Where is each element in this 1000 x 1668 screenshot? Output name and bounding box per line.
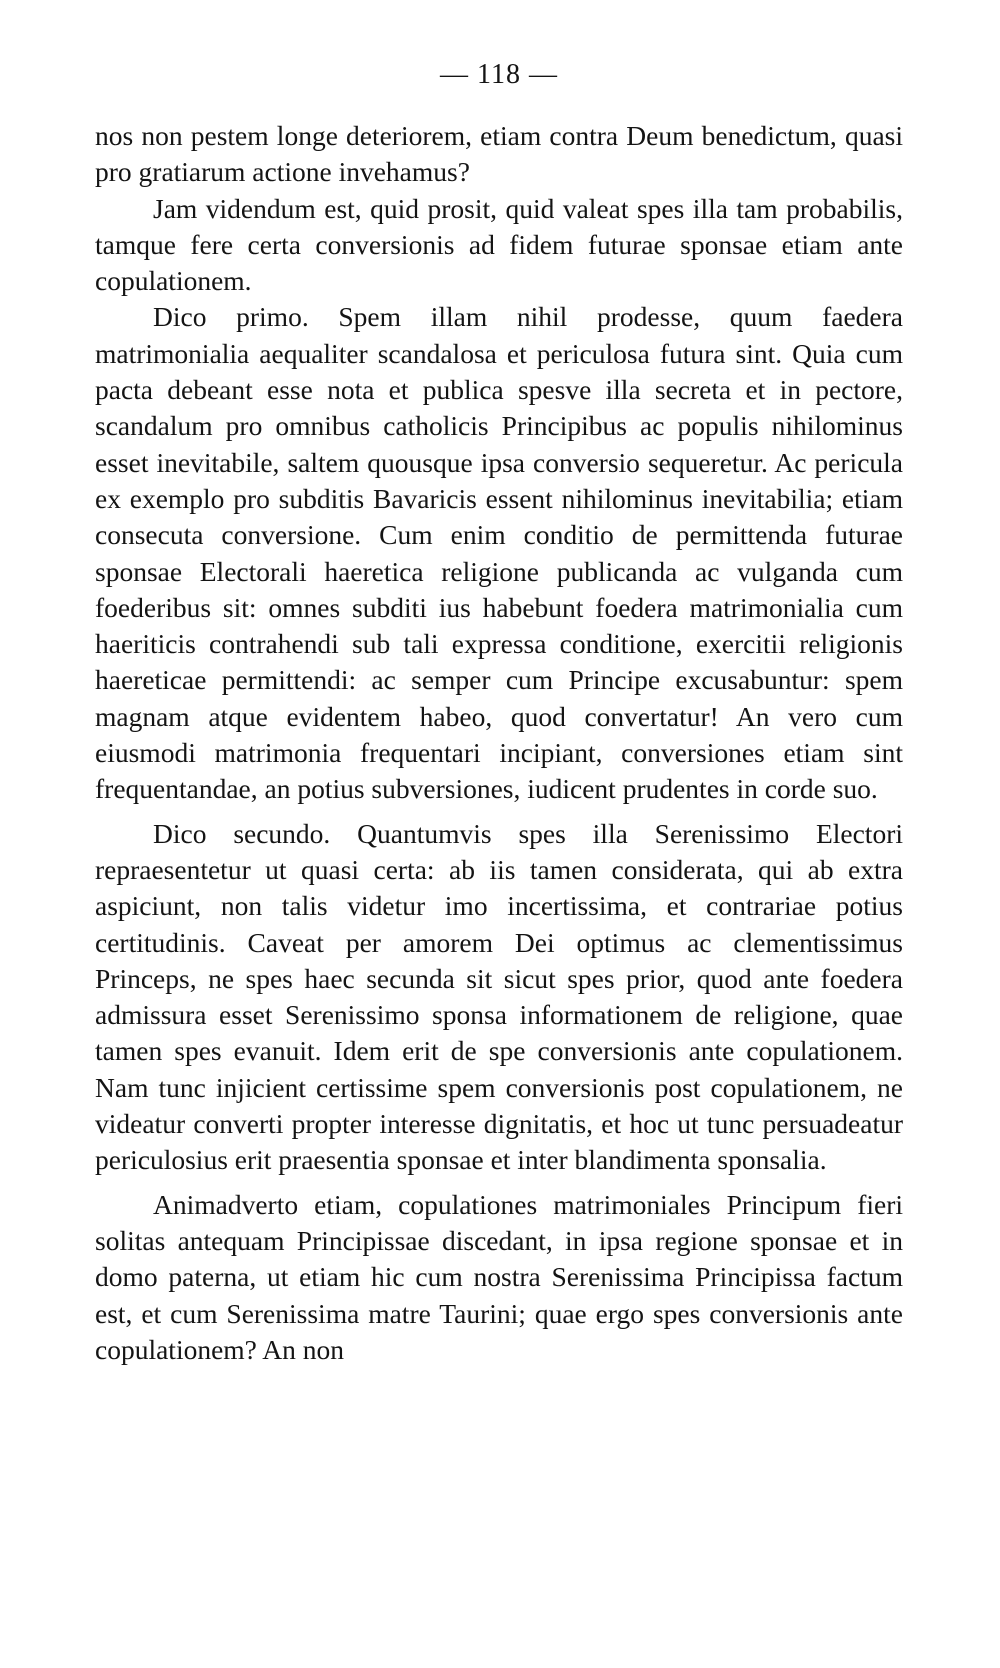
paragraph-animadverto: Animadverto etiam, copulationes matrimoniales Principum fieri solitas antequam Principissae discedant, in ipsa regione sponsae et in domo paterna, ut etiam hic cum nostra Serenissima Principissa factum est, et cum Serenissima matre Taurini; quae ergo spes conversionis ante copulationem? An non: [95, 1188, 903, 1365]
paragraph-dico-primo: Dico primo. Spem illam nihil prodesse, quum faedera matrimonialia aequaliter scandalosa et periculosa futura sint. Quia cum pacta debeant esse nota et publica spesve illa secreta et in pectore, scandalum pro omnibus catholicis Principibus ac populis nihilominus esset inevitabile, saltem quousque ipsa conversio sequeretur. Ac pericula ex exemplo pro subditis Bavaricis essent nihilominus inevitabilia; etiam consecuta conversione. Cum enim conditio de permittenda futurae sponsae Electorali haeretica religione publicanda ac vulganda cum foederibus sit: omnes subditi ius habebunt foedera matrimonialia cum haeriticis contrahendi sub tali expressa conditione, exercitii religionis haereticae permittendi: ac semper cum Principe excusabuntur: spem magnam atque evidentem habeo, quod convertatur! An vero cum eiusmodi matrimonia frequentari incipiant, conversiones etiam sint frequentandae, an potius subversiones, iudicent prudentes in corde suo.: [95, 301, 903, 805]
paragraph-continuation: nos non pestem longe deteriorem, etiam contra Deum benedictum, quasi pro gratiarum actione invehamus?: [95, 120, 903, 188]
page-number: — 118 —: [440, 59, 558, 90]
book-page: [95, 58, 903, 1368]
paragraph-dico-secundo: Dico secundo. Quantumvis spes illa Serenissimo Electori repraesentetur ut quasi certa: ab iis tamen considerata, qui ab extra aspiciunt, non talis videtur imo incertissima, et contrariae potius certitudinis. Caveat per amorem Dei optimus ac clementissimus Princeps, ne spes haec secunda sit sicut spes prior, quod ante foedera admissura esset Serenissimo sponsa informationem de religione, quae tamen spes evanuit. Idem erit de spe conversionis ante copulationem. Nam tunc injicient certissime spem conversionis post copulationem, ne videatur converti propter interesse dignitatis, et hoc ut tunc persuadeatur periculosius erit praesentia sponsae et inter blandimenta sponsalia.: [95, 817, 903, 1176]
paragraph-jam-videndum: Jam videndum est, quid prosit, quid valeat spes illa tam probabilis, tamque fere certa conversionis ad fidem futurae sponsae etiam ante copulationem.: [95, 192, 903, 297]
